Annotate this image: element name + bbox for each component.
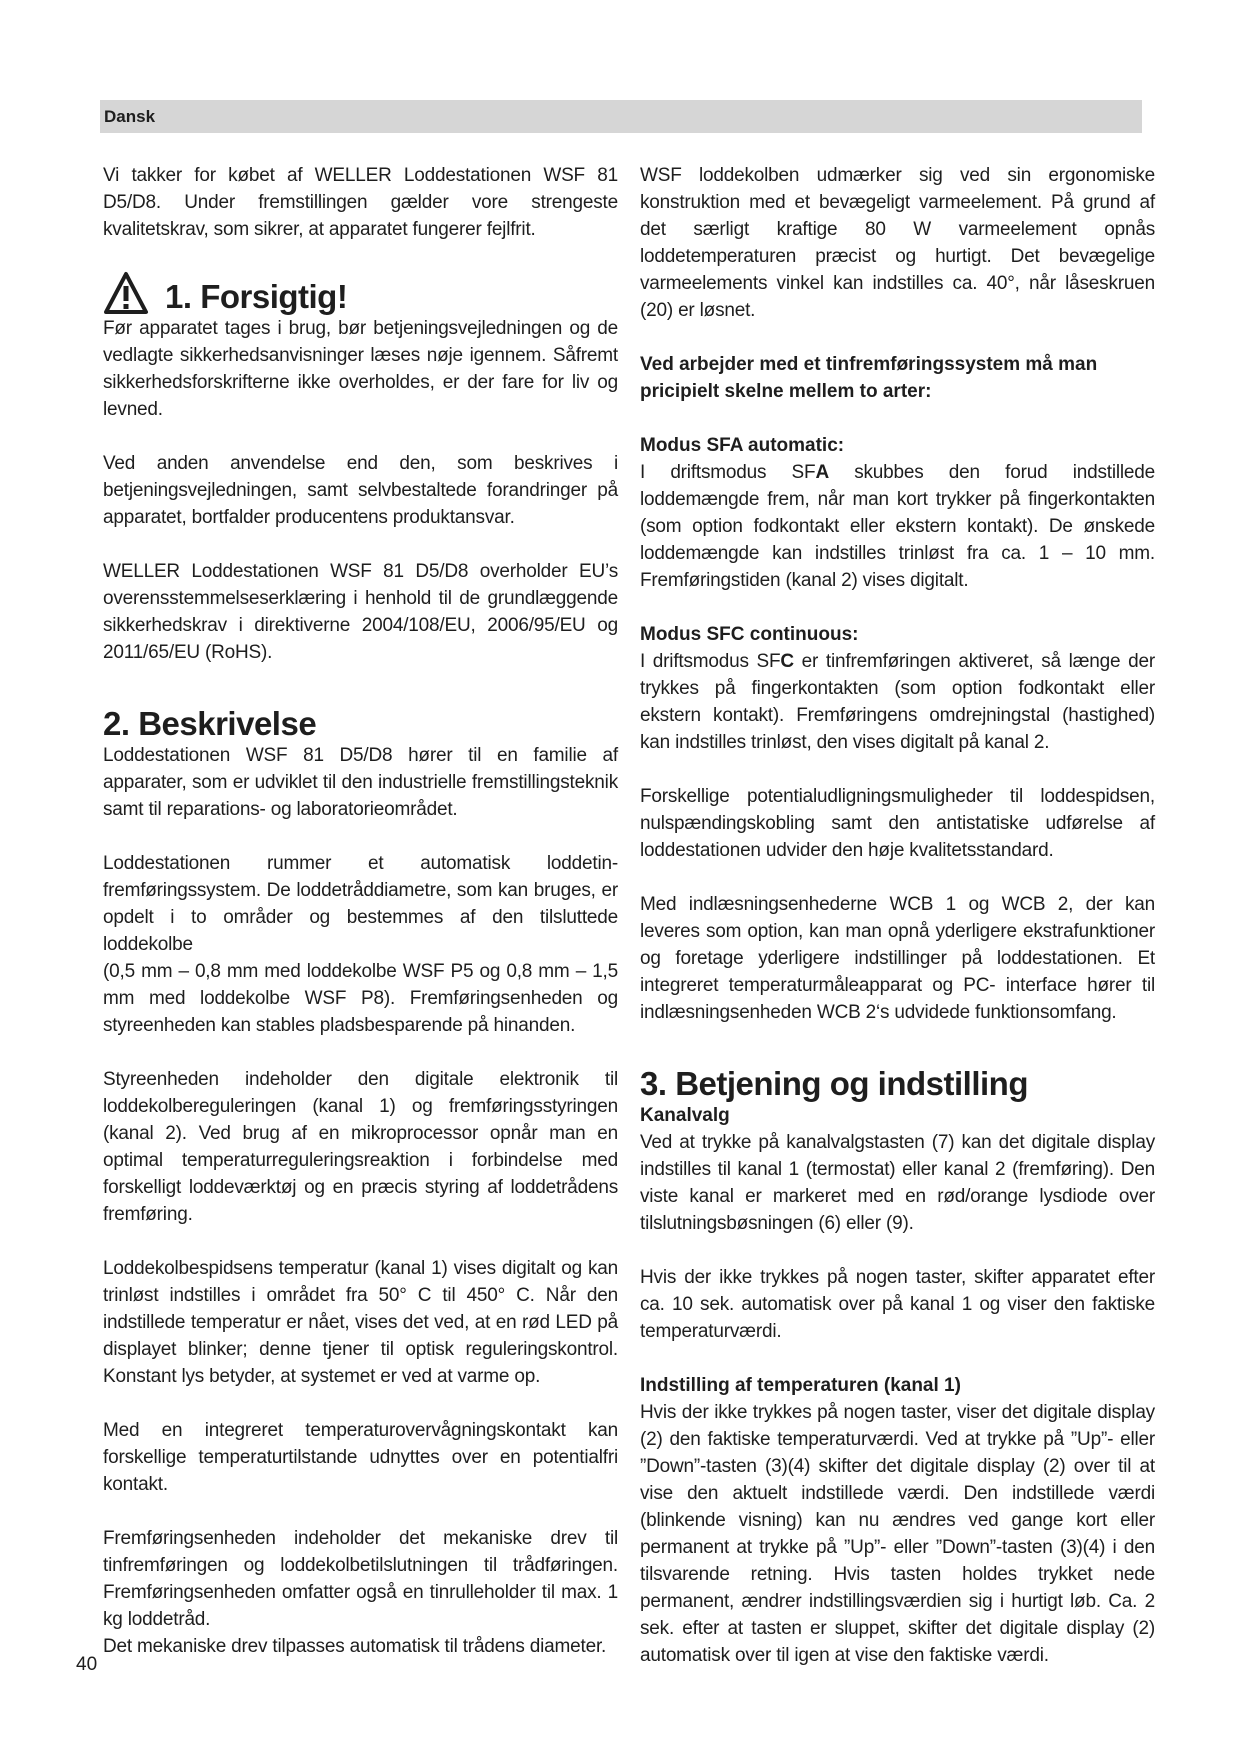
section-1-title: 1. Forsigtig!: [165, 278, 348, 315]
sec2-paragraph-3: Styreenheden indeholder den digitale elektronik til loddekolbereguleringen (kanal 1) og fremføringsstyringen (kanal 2). Ved brug af en mikroprocessor opnår man en optimal temperaturreguleringsreaktion i forbindelse med forskelligt loddeværktøj og en præcis styring af loddetrådens fremføring.: [103, 1069, 618, 1225]
header-bar: [100, 100, 1142, 133]
sec2-paragraph-1: Loddestationen WSF 81 D5/D8 hører til en familie af apparater, som er udviklet til den industrielle fremstillingsteknik samt til reparations- og laboratorieområdet.: [103, 745, 618, 820]
kanalvalg-paragraph-1: Ved at trykke på kanalvalgstasten (7) kan det digitale display indstilles til kanal 1 (termostat) eller kanal 2 (fremføring). Den viste kanal er markeret med en rød/orange lysdiode over tilslutningsbøsningen (6) eller (9).: [640, 1132, 1155, 1234]
sfc-paragraph: I driftsmodus SFC er tinfremføringen aktiveret, så længe der trykkes på fingerkontakten (som option fodkontakt eller ekstern kontakt). Fremføringens omdrejningstal (hastighed) kan indstilles trinløst, den vises digitalt på kanal 2.: [640, 651, 1155, 753]
kanalvalg-paragraph-2: Hvis der ikke trykkes på nogen taster, skifter apparatet efter ca. 10 sek. automatisk over på kanal 1 og viser den faktiske temperaturværdi.: [640, 1267, 1155, 1342]
warning-triangle-icon: [103, 271, 149, 315]
language-label: Dansk: [104, 107, 156, 126]
temperature-title: Indstilling af temperaturen (kanal 1): [640, 1375, 961, 1396]
section-1-heading: [103, 265, 618, 315]
sec2-paragraph-4: Loddekolbespidsens temperatur (kanal 1) vises digitalt og kan trinløst indstilles i området fra 50° C til 450° C. Når den indstillede temperatur er nået, vises det ved, at en rød LED på displayet blinker; denne tjener til optisk reguleringskontrol. Konstant lys betyder, at systemet er ved at varme op.: [103, 1258, 618, 1387]
sfa-title: Modus SFA automatic:: [640, 435, 845, 456]
sec2-paragraph-2b: (0,5 mm – 0,8 mm med loddekolbe WSF P5 og 0,8 mm – 1,5 mm med loddekolbe WSF P8). Fremføringsenheden og styreenheden kan stables pladsbesparende på hinanden.: [103, 961, 618, 1036]
right-column: [640, 162, 1155, 1669]
kanalvalg-title: Kanalvalg: [640, 1105, 730, 1126]
sec2-paragraph-2: Loddestationen rummer et automatisk loddetin-fremføringssystem. De loddetråddiametre, som kan bruges, er opdelt i to områder og bestemmes af den tilsluttede loddekolbe: [103, 853, 618, 955]
sec1-paragraph-3: WELLER Loddestationen WSF 81 D5/D8 overholder EU’s overensstemmelseserklæring i henhold til de grundlæggende sikkerhedskrav i direktiverne 2004/108/EU, 2006/95/EU og 2011/65/EU (RoHS).: [103, 561, 618, 663]
sec2-paragraph-7: Det mekaniske drev tilpasses automatisk til trådens diameter.: [103, 1636, 607, 1657]
wcb-paragraph: Med indlæsningsenhederne WCB 1 og WCB 2, der kan leveres som option, kan man opnå yderligere ekstrafunktioner og foretage yderligere indstillinger på loddestationen. Et integreret temperaturmåleapparat og PC- interface hører til indlæsningsenheden WCB 2‘s udvidede funktionsomfang.: [640, 894, 1155, 1023]
potential-paragraph: Forskellige potentialudligningsmuligheder til loddespidsen, nulspændingskobling samt den antistatiske udførelse af loddestationen udvider den høje kvalitetsstandard.: [640, 786, 1155, 861]
sfa-paragraph: I driftsmodus SFA skubbes den forud indstillede loddemængde frem, når man kort trykker på fingerkontakten (som option fodkontakt eller ekstern kontakt). De ønskede loddemængde kan indstilles trinløst fra ca. 1 – 10 mm. Fremføringstiden (kanal 2) vises digitalt.: [640, 462, 1155, 591]
sfc-title: Modus SFC continuous:: [640, 624, 859, 645]
left-column: [103, 162, 618, 1660]
right-paragraph-1: WSF loddekolben udmærker sig ved sin ergonomiske konstruktion med et bevægeligt varmeelement. På grund af det særligt kraftige 80 W varmeelement opnås loddetemperaturen præcist og hurtigt. Det bevægelige varmeelements vinkel kan indstilles ca. 40°, når låseskruen (20) er løsnet.: [640, 165, 1155, 321]
sec1-paragraph-2: Ved anden anvendelse end den, som beskrives i betjeningsvejledningen, samt selvbestaltede forandringer på apparatet, bortfalder producentens produktansvar.: [103, 453, 618, 528]
intro-paragraph: Vi takker for købet af WELLER Loddestationen WSF 81 D5/D8. Under fremstillingen gælder vore strengeste kvalitetskrav, som sikrer, at apparatet fungerer fejlfrit.: [103, 165, 618, 240]
sec2-paragraph-5: Med en integreret temperaturovervågningskontakt kan forskellige temperaturtilstande udnyttes over en potentialfri kontakt.: [103, 1420, 618, 1495]
page-number: 40: [76, 1654, 98, 1675]
sec2-paragraph-6: Fremføringsenheden indeholder det mekaniske drev til tinfremføringen og loddekolbetilslutningen til trådføringen. Fremføringsenheden omfatter også en tinrulleholder til max. 1 kg loddetråd.: [103, 1528, 618, 1630]
section-3-title: 3. Betjening og indstilling: [640, 1065, 1028, 1102]
bold-intro: Ved arbejder med et tinfremføringssystem må man pricipielt skelne mellem to arter:: [640, 354, 1098, 402]
temperature-paragraph: Hvis der ikke trykkes på nogen taster, viser det digitale display (2) den faktiske temperaturværdi. Ved at trykke på ”Up”- eller ”Down”-tasten (3)(4) skifter det digitale display (2) over til at vise den aktuelt indstillede værdi. Den indstillede værdi (blinkende visning) kan nu ændres ved gange kort eller permanent at trykke på ”Up”- eller ”Down”-tasten (3)(4) i den tilsvarende retning. Hvis tasten holdes trykket nede permanent, ændrer indstillingsværdien sig i hurtigt løb. Ca. 2 sek. efter at tasten er sluppet, skifter det digitale display (2) automatisk over til igen at vise den faktiske værdi.: [640, 1402, 1155, 1666]
sec1-paragraph-1: Før apparatet tages i brug, bør betjeningsvejledningen og de vedlagte sikkerhedsanvisninger læses nøje igennem. Såfremt sikkerhedsforskrifterne ikke overholdes, er der fare for liv og levned.: [103, 318, 618, 420]
section-2-title: 2. Beskrivelse: [103, 705, 317, 742]
